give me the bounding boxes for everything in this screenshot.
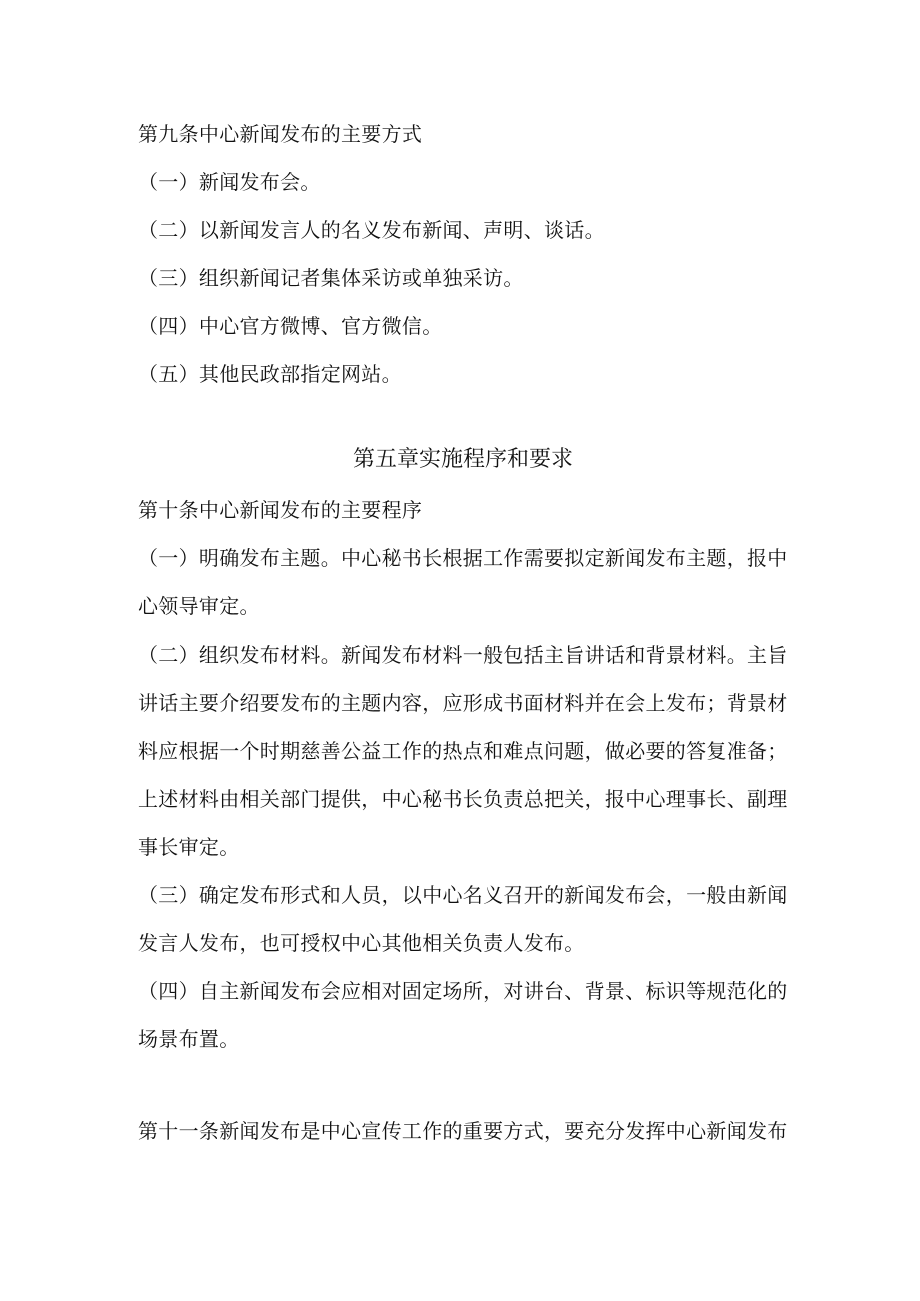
article-11-line-1: 第十一条新闻发布是中心宣传工作的重要方式，要充分发挥中心新闻发布 [138,1119,788,1143]
article-9-item-3: （三）组织新闻记者集体采访或单独采访。 [138,266,524,290]
article-10-line-4: 讲话主要介绍要发布的主题内容，应形成书面材料并在会上发布；背景材 [138,691,788,715]
article-9-item-4: （四）中心官方微博、官方微信。 [138,314,443,338]
article-10-line-11: 场景布置。 [138,1027,240,1051]
article-10-title: 第十条中心新闻发布的主要程序 [138,498,423,522]
article-9-item-2: （二）以新闻发言人的名义发布新闻、声明、谈话。 [138,218,605,242]
article-10-line-3: （二）组织发布材料。新闻发布材料一般包括主旨讲话和背景材料。主旨 [138,643,788,667]
article-10-line-7: 事长审定。 [138,835,240,859]
article-9-title: 第九条中心新闻发布的主要方式 [138,122,423,146]
article-10-line-6: 上述材料由相关部门提供，中心秘书长负责总把关，报中心理事长、副理 [138,787,788,811]
article-10-line-2: 心领导审定。 [138,594,260,618]
article-9-item-1: （一）新闻发布会。 [138,170,321,194]
article-10-line-8: （三）确定发布形式和人员，以中心名义召开的新闻发布会，一般由新闻 [138,883,788,907]
article-10-line-10: （四）自主新闻发布会应相对固定场所，对讲台、背景、标识等规范化的 [138,979,788,1003]
article-10-line-9: 发言人发布，也可授权中心其他相关负责人发布。 [138,931,585,955]
article-10-line-1: （一）明确发布主题。中心秘书长根据工作需要拟定新闻发布主题，报中 [138,546,788,570]
article-9-item-5: （五）其他民政部指定网站。 [138,362,402,386]
article-10-line-5: 料应根据一个时期慈善公益工作的热点和难点问题，做必要的答复准备； [138,739,788,763]
chapter-5-heading: 第五章实施程序和要求 [352,447,573,472]
